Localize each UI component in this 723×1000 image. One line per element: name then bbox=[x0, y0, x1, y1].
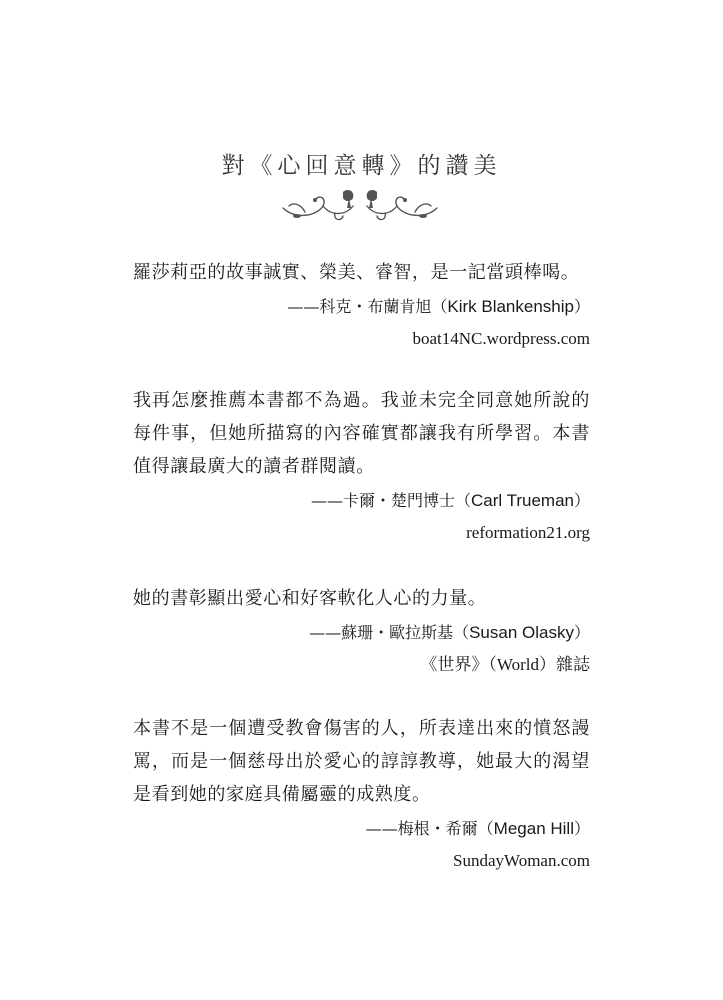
endorsement bbox=[133, 256, 590, 349]
author-close: ） bbox=[573, 819, 590, 838]
author-name-zh: ——蘇珊・歐拉斯基（ bbox=[309, 623, 470, 642]
endorsement bbox=[133, 582, 590, 675]
author-name-en: Carl Trueman bbox=[471, 491, 574, 510]
floral-ornament-icon bbox=[275, 186, 445, 226]
endorsement bbox=[133, 712, 590, 871]
author-close: ） bbox=[573, 297, 590, 316]
author-name-zh: ——科克・布蘭肯旭（ bbox=[287, 297, 448, 316]
author-close: ） bbox=[573, 491, 590, 510]
endorsement-author bbox=[133, 623, 590, 643]
author-name-zh: ——梅根・希爾（ bbox=[365, 819, 494, 838]
author-name-zh: ——卡爾・楚門博士（ bbox=[310, 491, 471, 510]
author-close: ） bbox=[573, 623, 590, 642]
endorsement-author bbox=[133, 819, 590, 839]
endorsement-quote: 她的書彰顯出愛心和好客軟化人心的力量。 bbox=[133, 588, 487, 609]
endorsement-source: SundayWoman.com bbox=[453, 851, 590, 870]
endorsement-author bbox=[133, 297, 590, 317]
page-title: 對《心回意轉》的讚美 bbox=[221, 153, 502, 179]
author-name-en: Megan Hill bbox=[493, 819, 574, 838]
endorsement-quote: 本書不是一個遭受教會傷害的人，所表達出來的憤怒謾罵，而是一個慈母出於愛心的諄諄教導，她最大的渴望是看到她的家庭具備屬靈的成熟度。 bbox=[133, 718, 590, 805]
endorsement-source: reformation21.org bbox=[466, 523, 590, 542]
endorsement-author bbox=[133, 491, 590, 511]
endorsement-quote: 我再怎麼推薦本書都不為過。我並未完全同意她所說的每件事，但她所描寫的內容確實都讓我有所學習。本書值得讓最廣大的讀者群閱讀。 bbox=[133, 390, 590, 477]
endorsement-source: 《世界》（World）雜誌 bbox=[420, 655, 590, 674]
endorsement-quote: 羅莎莉亞的故事誠實、榮美、睿智，是一記當頭棒喝。 bbox=[133, 262, 580, 283]
author-name-en: Susan Olasky bbox=[469, 623, 574, 642]
endorsement bbox=[133, 384, 590, 543]
author-name-en: Kirk Blankenship bbox=[447, 297, 574, 316]
endorsement-source: boat14NC.wordpress.com bbox=[412, 329, 590, 348]
